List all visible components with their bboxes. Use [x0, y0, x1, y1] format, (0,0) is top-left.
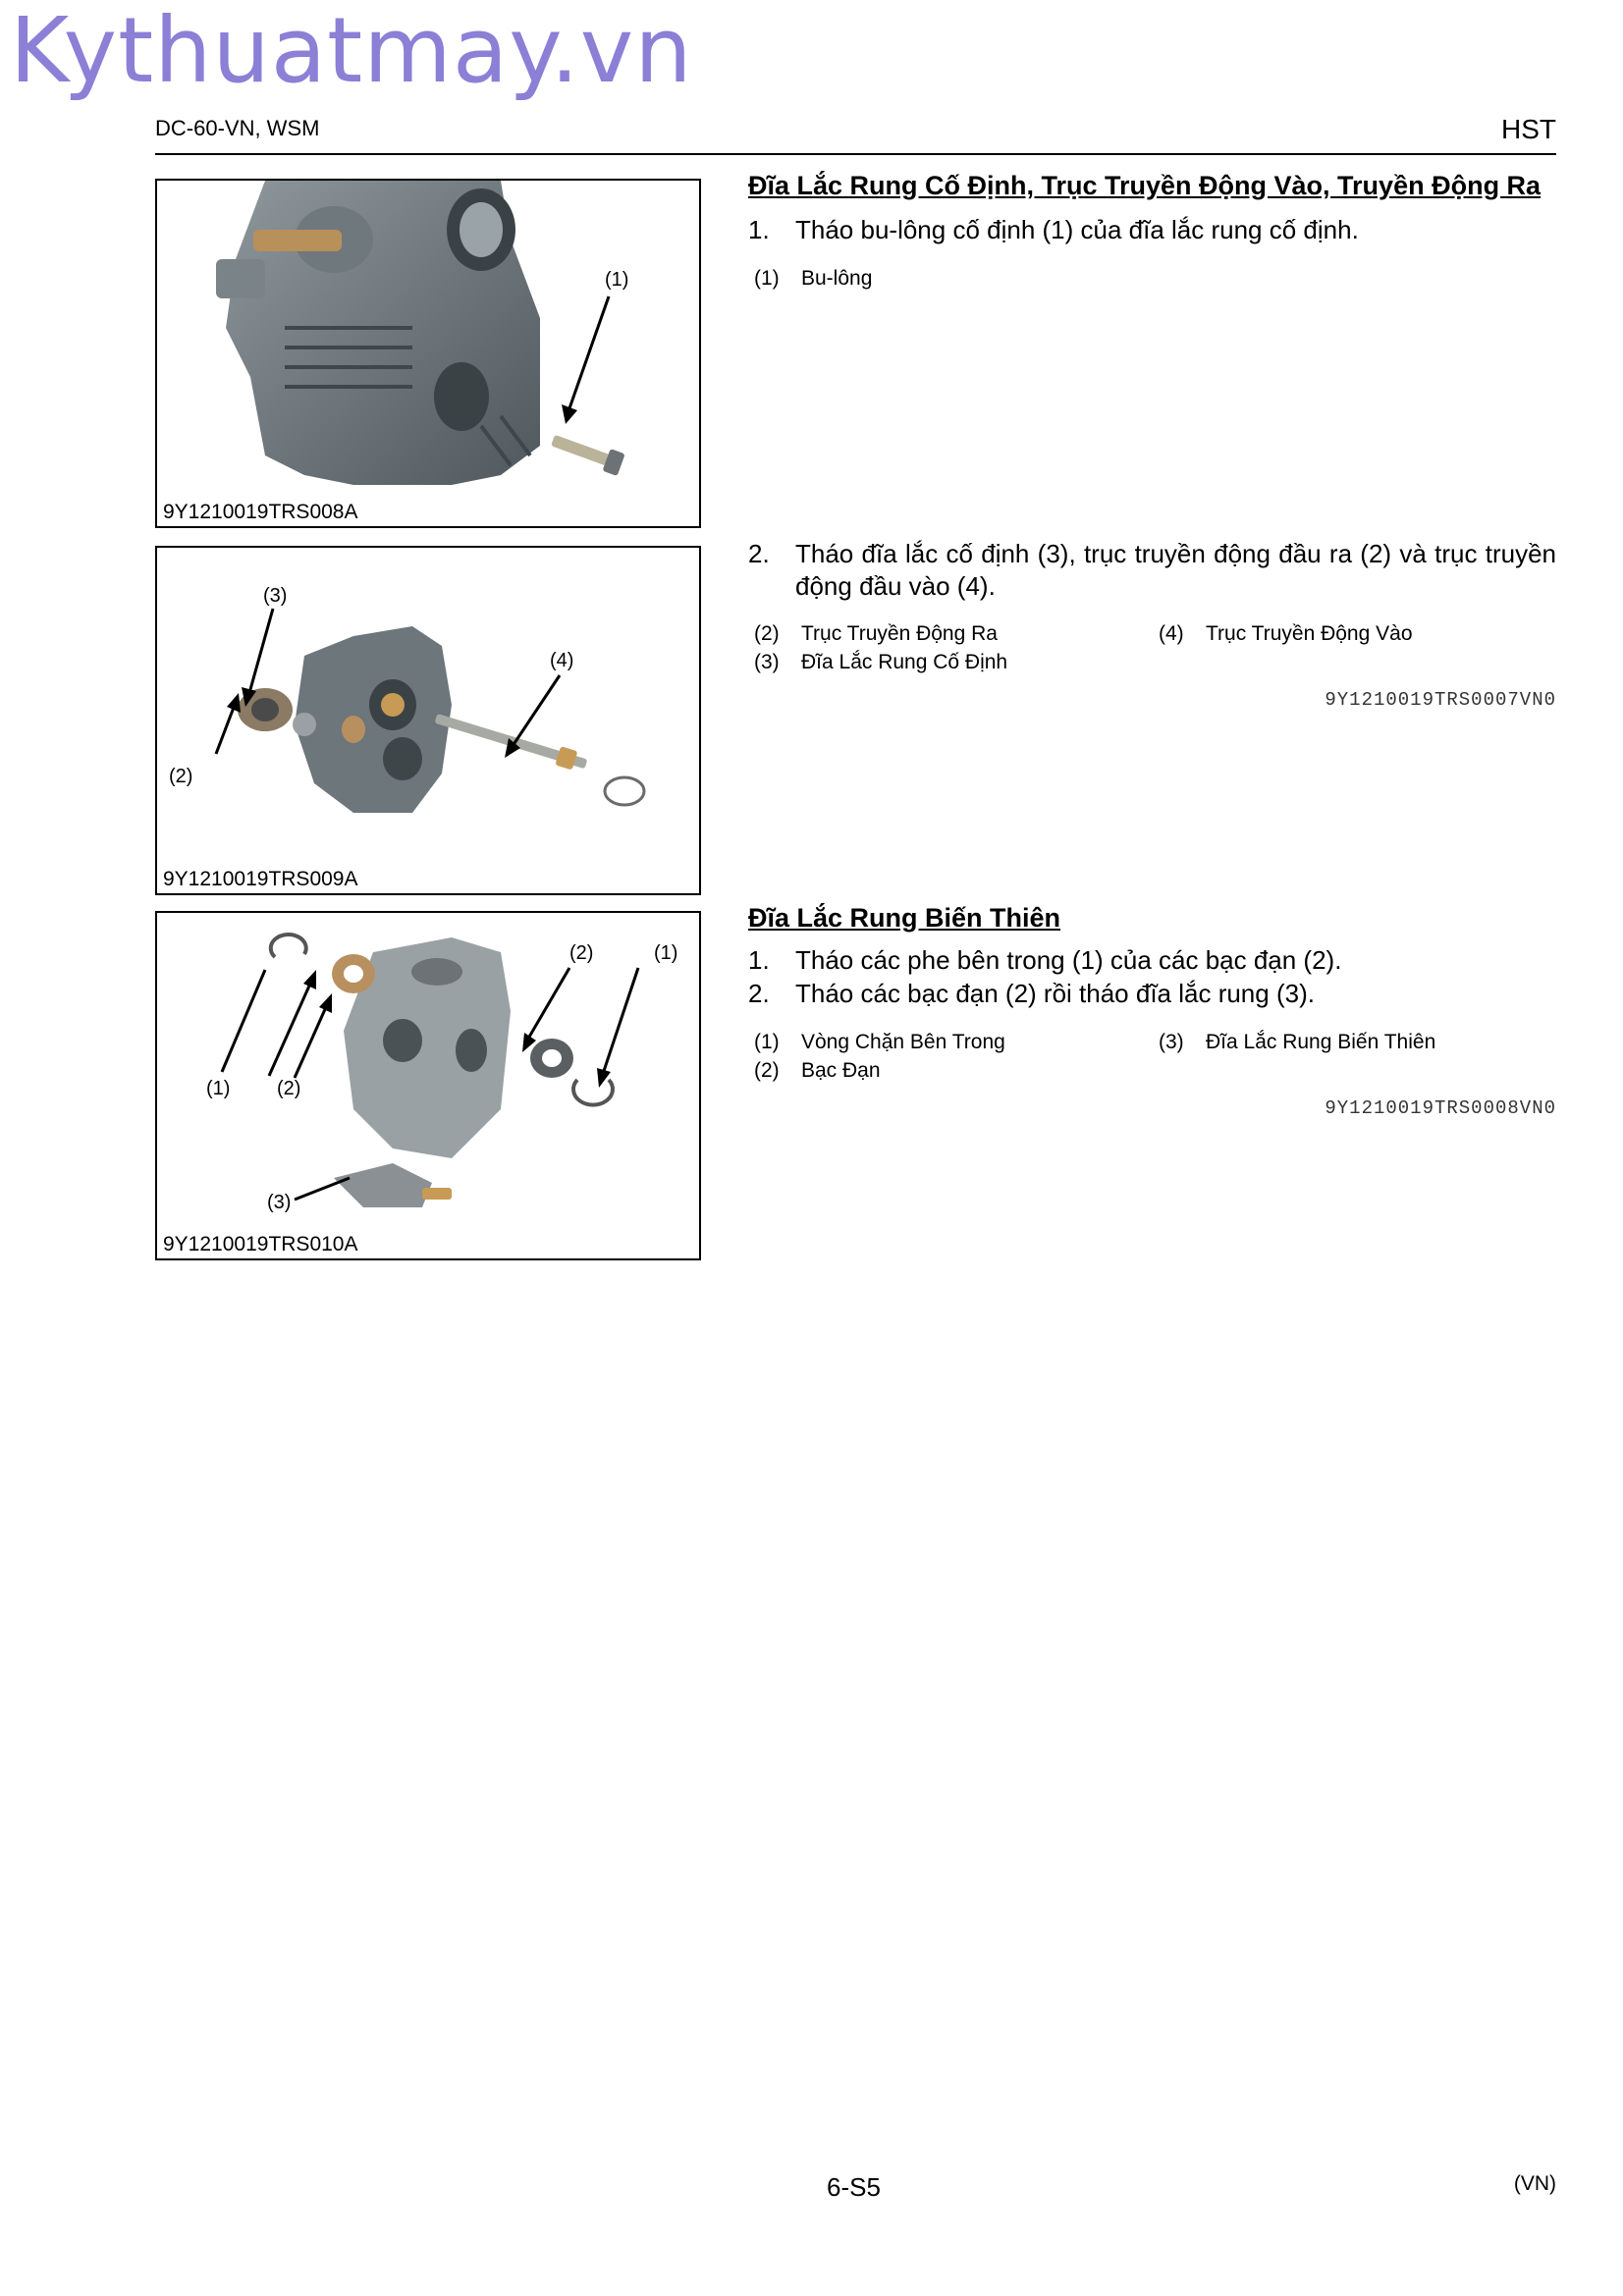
step-text: Tháo bu-lông cố định (1) của đĩa lắc rung cố định.: [795, 215, 1359, 244]
callout-4: (4): [550, 650, 574, 671]
figure-1: [155, 179, 701, 528]
legend-item: [754, 1059, 881, 1083]
callout-1: (1): [605, 269, 629, 291]
section-title-fixed-swashplate: Đĩa Lắc Rung Cố Định, Trục Truyền Động Vào, Truyền Động Ra: [748, 171, 1542, 200]
legend-item: [1159, 1031, 1435, 1054]
legend-item: [754, 622, 998, 646]
variable-swashplate-exploded-photo-icon: [157, 913, 699, 1258]
legend-label: Trục Truyền Động Ra: [801, 622, 998, 645]
header-rule: [155, 153, 1556, 155]
callout-3: (3): [263, 585, 288, 607]
callout-2: (2): [169, 766, 193, 787]
header-section: HST: [1501, 114, 1556, 144]
legend-item: [754, 267, 872, 291]
language-tag: (VN): [1513, 2172, 1556, 2195]
section-title-variable-swashplate: Đĩa Lắc Rung Biến Thiên: [748, 903, 1061, 933]
figure-code: 9Y1210019TRS008A: [163, 501, 358, 523]
legend-number: (2): [754, 622, 780, 645]
figure-3: [155, 911, 701, 1260]
hst-housing-bolt-photo-icon: [157, 181, 699, 526]
callout-3: (3): [267, 1192, 292, 1213]
legend-label: Trục Truyền Động Vào: [1206, 622, 1413, 645]
callout-1-left: (1): [206, 1078, 231, 1099]
legend-label: Vòng Chặn Bên Trong: [801, 1031, 1005, 1053]
step-number: 2.: [748, 979, 770, 1008]
legend-label: Đĩa Lắc Rung Cố Định: [801, 651, 1008, 673]
callout-2-right: (2): [569, 942, 594, 964]
legend-label: Đĩa Lắc Rung Biến Thiên: [1206, 1031, 1436, 1053]
figure-code: 9Y1210019TRS010A: [163, 1233, 358, 1255]
legend-item: [754, 651, 1007, 674]
page-number: 6-S5: [827, 2172, 881, 2202]
hst-shafts-exploded-photo-icon: [157, 548, 699, 893]
legend-number: (1): [754, 267, 780, 290]
step-text: Tháo các bạc đạn (2) rồi tháo đĩa lắc rung (3).: [795, 979, 1315, 1008]
header-doc-code: DC-60-VN, WSM: [155, 116, 320, 140]
step-number: 1.: [748, 945, 770, 975]
reference-code: 9Y1210019TRS0008VN0: [1325, 1097, 1556, 1119]
callout-2-left: (2): [277, 1078, 301, 1099]
legend-item: [754, 1031, 1005, 1054]
step-number: 2.: [748, 539, 770, 568]
legend-item: [1159, 622, 1413, 646]
step-1: [748, 214, 1556, 247]
legend-number: (3): [1159, 1031, 1184, 1053]
legend-number: (2): [754, 1059, 780, 1082]
legend-number: (1): [754, 1031, 780, 1053]
watermark-logo: Kythuatmay.vn: [10, 0, 693, 103]
legend-number: (4): [1159, 622, 1184, 645]
step-text: Tháo các phe bên trong (1) của các bạc đạn (2).: [795, 945, 1342, 975]
step-1: [748, 944, 1556, 978]
legend-label: Bạc Đạn: [801, 1059, 881, 1082]
figure-code: 9Y1210019TRS009A: [163, 868, 358, 890]
step-text: Tháo đĩa lắc cố định (3), trục truyền động đầu ra (2) và trục truyền động đầu vào (4).: [795, 539, 1556, 601]
legend-number: (3): [754, 651, 780, 673]
step-2: [748, 978, 1556, 1011]
callout-1-right: (1): [654, 942, 678, 964]
step-2: [748, 538, 1556, 605]
legend-label: Bu-lông: [801, 267, 873, 290]
figure-2: [155, 546, 701, 895]
reference-code: 9Y1210019TRS0007VN0: [1325, 689, 1556, 711]
step-number: 1.: [748, 215, 770, 244]
